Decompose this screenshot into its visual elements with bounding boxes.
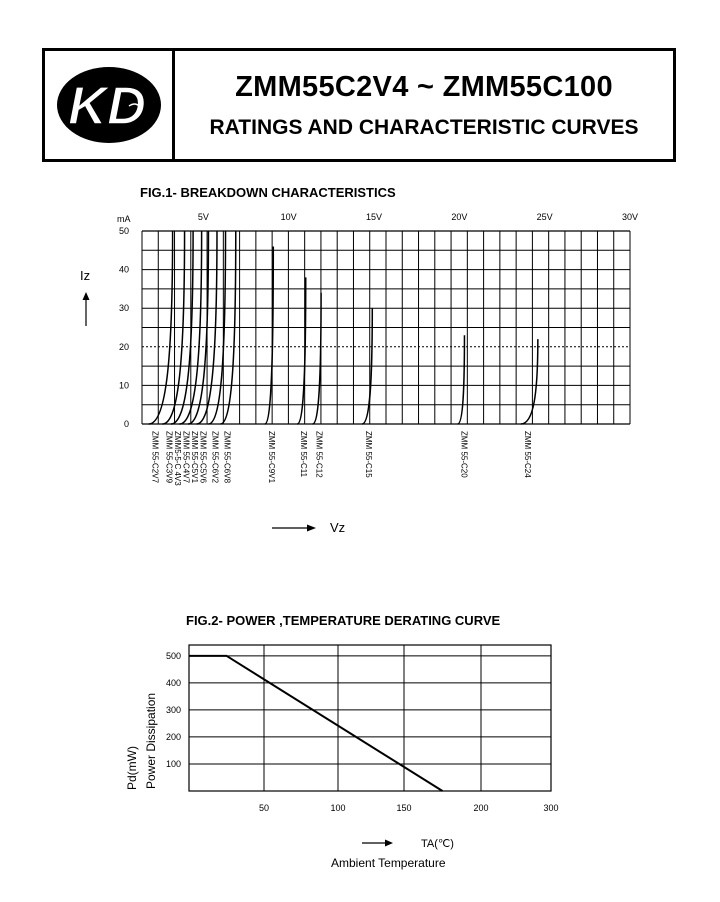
fig1-series-labels (151, 431, 532, 486)
fig2-x-tick-label: 150 (396, 803, 412, 813)
fig1-series-label: ZMM 55-C11 (299, 431, 309, 478)
fig2-y-tick-label: 400 (165, 677, 181, 688)
fig1-series-label: ZMM 55-C9V1 (266, 431, 276, 484)
fig1-y-unit: mA (117, 214, 131, 224)
fig1-y-ticks (119, 226, 129, 429)
fig1-x-tick-label: 5V (197, 212, 209, 222)
fig1-series-label: ZMM 55-C4V7 (181, 431, 191, 484)
fig1-series-label: ZMM 55-C3V9 (164, 431, 174, 484)
fig1-x-tick-label: 25V (536, 212, 553, 222)
fig2-y-label: Pd(mW) (125, 746, 139, 790)
fig2-y-ticks (166, 651, 181, 769)
fig2-x-tick-label: 100 (330, 803, 346, 813)
fig1-series-label: ZMM5-5-C 4V3 (172, 431, 182, 486)
fig1-y-tick-label: 10 (118, 380, 129, 391)
fig1-series-label: ZMM 55-C12 (314, 431, 324, 478)
fig2-y-tick-label: 200 (165, 731, 181, 742)
fig1-x-arrow (272, 525, 316, 532)
fig1-series-label: ZMM 55-C24 (522, 431, 532, 478)
fig1-series-label: ZMM 55-C5V6 (198, 431, 208, 484)
fig1-x-tick-label: 15V (365, 212, 383, 222)
fig1-series-label: ZMM 55-C15 (364, 431, 374, 478)
fig1-y-arrow (83, 292, 90, 326)
fig1-y-tick-label: 50 (118, 226, 129, 236)
fig1-x-tick-label: 20V (451, 212, 468, 222)
fig2-y-tick-label: 100 (165, 758, 181, 769)
fig1-y-tick-label: 20 (118, 341, 129, 352)
fig2-x-unit: TA(℃) (421, 838, 454, 850)
fig1-x-tick-label: 10V (280, 212, 297, 222)
fig2-x-ticks (259, 803, 559, 813)
fig2-y-tick-label: 500 (165, 650, 181, 661)
fig1-series-curve (521, 339, 538, 424)
fig2-y-tick-label: 300 (165, 704, 181, 715)
fig1-series-label: ZMM 55-C5V1 (189, 431, 199, 484)
fig1-y-tick-label: 30 (118, 303, 129, 314)
fig2-x-tick-label: 50 (258, 803, 270, 813)
fig1-y-tick-label: 40 (118, 264, 129, 275)
fig1-series-label: ZMM 55-C20 (459, 431, 469, 478)
fig2-title: FIG.2- POWER ,TEMPERATURE DERATING CURVE (186, 613, 501, 628)
fig1-series-label: ZMM 55-C6V2 (210, 431, 220, 484)
fig2-x-tick-label: 200 (473, 803, 489, 813)
fig1-y-tick-label: 0 (123, 419, 129, 429)
fig2-x-tick-label: 300 (543, 803, 559, 813)
fig1-x-tick-label: 30V (621, 212, 639, 222)
fig1-series-label: ZMM 55-C6V8 (222, 431, 232, 484)
fig2-x-arrow (362, 840, 393, 847)
fig1-x-ticks (198, 212, 638, 222)
fig1-x-label: Vz (330, 520, 346, 535)
fig2-y-label2: Power Dissipation (144, 692, 158, 789)
page-subtitle: RATINGS AND CHARACTERISTIC CURVES (209, 115, 639, 139)
fig1-series-label: ZMM 55-C2V7 (150, 431, 160, 484)
page-title: ZMM55C2V4 ~ ZMM55C100 (235, 70, 613, 103)
fig1-series-curve (458, 335, 465, 424)
fig2-x-label: Ambient Temperature (331, 856, 446, 870)
fig1-title: FIG.1- BREAKDOWN CHARACTERISTICS (140, 185, 396, 200)
fig1-y-label: Iz (80, 268, 91, 283)
logo-text: KD (67, 76, 146, 136)
